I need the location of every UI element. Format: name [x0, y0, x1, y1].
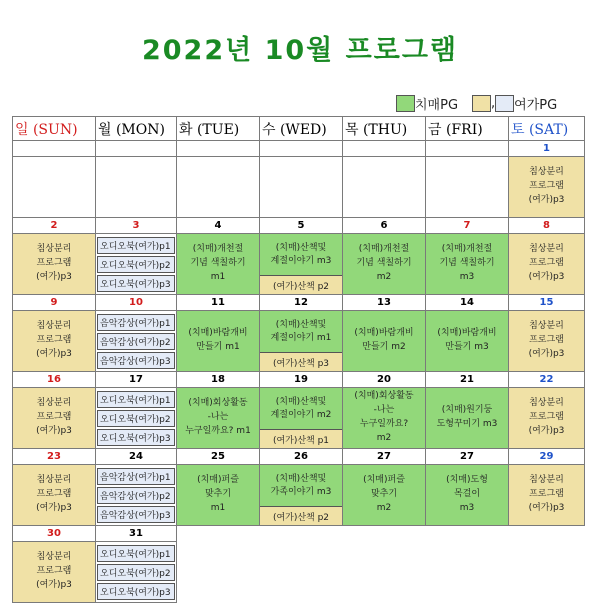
weekday-mon: 월 (MON): [96, 117, 177, 141]
activity-cell: 침상분리 프로그램 (여가)p3: [36, 244, 72, 282]
activity-box: 음악감상(여가)p3: [97, 352, 175, 369]
legend-comma: ,: [491, 96, 496, 111]
activity-box: 음악감상(여가)p1: [97, 468, 175, 485]
activity-split: [260, 465, 342, 525]
activity-cell: (치매)산책및 가족이야기 m3: [270, 474, 332, 497]
activity-box: 오디오북(여가)p2: [97, 256, 175, 273]
week1-date-row: [13, 141, 585, 157]
activity-box: 음악감상(여가)p1: [97, 314, 175, 331]
week2-activity-row: [13, 234, 585, 295]
weekday-header-row: [13, 117, 585, 141]
date-number: 12: [260, 295, 343, 311]
date-number: 14: [426, 295, 509, 311]
week3-activity-row: [13, 311, 585, 372]
date-number: 22: [509, 372, 585, 388]
activity-split: [260, 388, 342, 448]
activity-cell: (치매)바람개비 만들기 m3: [437, 328, 497, 352]
week6-date-row: [13, 526, 585, 542]
calendar-grid: [12, 116, 585, 603]
activity-cell: 침상분리 프로그램 (여가)p3: [36, 398, 72, 436]
activity-cell: (치매)회상활동 -나는 누구일까요? m2: [354, 391, 414, 443]
activity-cell: (치매)퍼즐 맞추기 m2: [363, 475, 405, 513]
activity-box: 오디오북(여가)p2: [97, 410, 175, 427]
date-number: 1: [509, 141, 585, 157]
date-number: 31: [96, 526, 177, 542]
date-number: 27: [343, 449, 426, 465]
weekday-wed: 수 (WED): [260, 117, 343, 141]
date-number: 30: [13, 526, 96, 542]
date-number: 29: [509, 449, 585, 465]
date-number: 17: [96, 372, 177, 388]
week5-activity-row: [13, 465, 585, 526]
activity-cell: (치매)바람개비 만들기 m1: [188, 328, 248, 352]
legend-dementia-label: 치매PG: [415, 98, 459, 113]
week2-date-row: [13, 218, 585, 234]
week6-activity-row: [13, 542, 585, 603]
legend-dementia-swatch: [396, 95, 415, 112]
date-number: 20: [343, 372, 426, 388]
date-number: 26: [260, 449, 343, 465]
date-number: 9: [13, 295, 96, 311]
date-number: 4: [177, 218, 260, 234]
date-number: 15: [509, 295, 585, 311]
date-number: 7: [426, 218, 509, 234]
activity-cell: (치매)회상활동 -나는 누구일까요? m1: [185, 398, 251, 436]
activity-cell: (치매)바람개비 만들기 m2: [354, 328, 414, 352]
activity-box: 오디오북(여가)p2: [97, 564, 175, 581]
week4-activity-row: [13, 388, 585, 449]
activity-cell: (치매)개천절 기념 색칠하기 m2: [356, 244, 412, 282]
activity-cell: 침상분리 프로그램 (여가)p3: [36, 552, 72, 590]
date-number: 5: [260, 218, 343, 234]
date-number: 10: [96, 295, 177, 311]
activity-cell: (여가)산책 p1: [260, 429, 342, 448]
activity-cell: (치매)개천절 기념 색칠하기 m3: [439, 244, 495, 282]
activity-box-group: [96, 465, 176, 525]
page-title: 2022년 10월 프로그램: [141, 35, 458, 66]
activity-box: 음악감상(여가)p3: [97, 506, 175, 523]
legend-leisure-box-swatch: [495, 95, 514, 112]
activity-cell: (치매)산책및 계절이야기 m2: [270, 397, 332, 420]
weekday-sat: 토 (SAT): [509, 117, 585, 141]
date-number: 27: [426, 449, 509, 465]
activity-cell: 침상분리 프로그램 (여가)p3: [528, 244, 565, 282]
date-number: 18: [177, 372, 260, 388]
date-number: 6: [343, 218, 426, 234]
activity-cell: 침상분리 프로그램 (여가)p3: [36, 321, 72, 359]
activity-box: 오디오북(여가)p3: [97, 429, 175, 446]
activity-cell: (치매)산책및 계절이야기 m1: [270, 320, 332, 343]
activity-box-group: [96, 388, 176, 448]
week1-activity-row: [13, 157, 585, 218]
activity-box-group: [96, 234, 176, 294]
date-number: 23: [13, 449, 96, 465]
activity-cell: (치매)원기둥 도형꾸미기 m3: [436, 405, 498, 429]
week5-date-row: [13, 449, 585, 465]
weekday-fri: 금 (FRI): [426, 117, 509, 141]
date-number: 16: [13, 372, 96, 388]
activity-cell: (여가)산책 p2: [260, 275, 342, 294]
legend-leisure-swatch: [472, 95, 491, 112]
date-number: 19: [260, 372, 343, 388]
date-number: 11: [177, 295, 260, 311]
activity-box: 오디오북(여가)p1: [97, 237, 175, 254]
legend: [396, 94, 557, 113]
date-number: 21: [426, 372, 509, 388]
activity-box: 오디오북(여가)p1: [97, 545, 175, 562]
activity-box: 음악감상(여가)p2: [97, 487, 175, 504]
activity-box-group: [96, 542, 176, 602]
week4-date-row: [13, 372, 585, 388]
activity-cell: (치매)산책및 계절이야기 m3: [270, 243, 332, 266]
date-number: 25: [177, 449, 260, 465]
activity-box-group: [96, 311, 176, 371]
date-number: 13: [343, 295, 426, 311]
activity-split: [260, 311, 342, 371]
activity-cell: (치매)개천절 기념 색칠하기 m1: [190, 244, 246, 282]
activity-box: 오디오북(여가)p3: [97, 583, 175, 600]
date-number: 8: [509, 218, 585, 234]
activity-cell: 침상분리 프로그램 (여가)p3: [528, 398, 565, 436]
date-number: 24: [96, 449, 177, 465]
activity-cell: (치매)도형 목걸이 m3: [446, 475, 488, 513]
activity-cell: (여가)산책 p2: [260, 506, 342, 525]
weekday-sun: 일 (SUN): [13, 117, 96, 141]
legend-leisure-label: 여가PG: [514, 98, 558, 113]
activity-box: 오디오북(여가)p1: [97, 391, 175, 408]
activity-box: 음악감상(여가)p2: [97, 333, 175, 350]
date-number: 3: [96, 218, 177, 234]
activity-cell: 침상분리 프로그램 (여가)p3: [36, 475, 72, 513]
activity-cell: (치매)퍼즐 맞추기 m1: [197, 475, 239, 513]
activity-cell: 침상분리 프로그램 (여가)p3: [528, 475, 565, 513]
weekday-thu: 목 (THU): [343, 117, 426, 141]
activity-cell: 침상분리 프로그램 (여가)p3: [528, 321, 565, 359]
date-number: 2: [13, 218, 96, 234]
weekday-tue: 화 (TUE): [177, 117, 260, 141]
activity-split: [260, 234, 342, 294]
activity-cell: (여가)산책 p3: [260, 352, 342, 371]
activity-cell: 침상분리 프로그램 (여가)p3: [528, 167, 565, 205]
activity-box: 오디오북(여가)p3: [97, 275, 175, 292]
week3-date-row: [13, 295, 585, 311]
